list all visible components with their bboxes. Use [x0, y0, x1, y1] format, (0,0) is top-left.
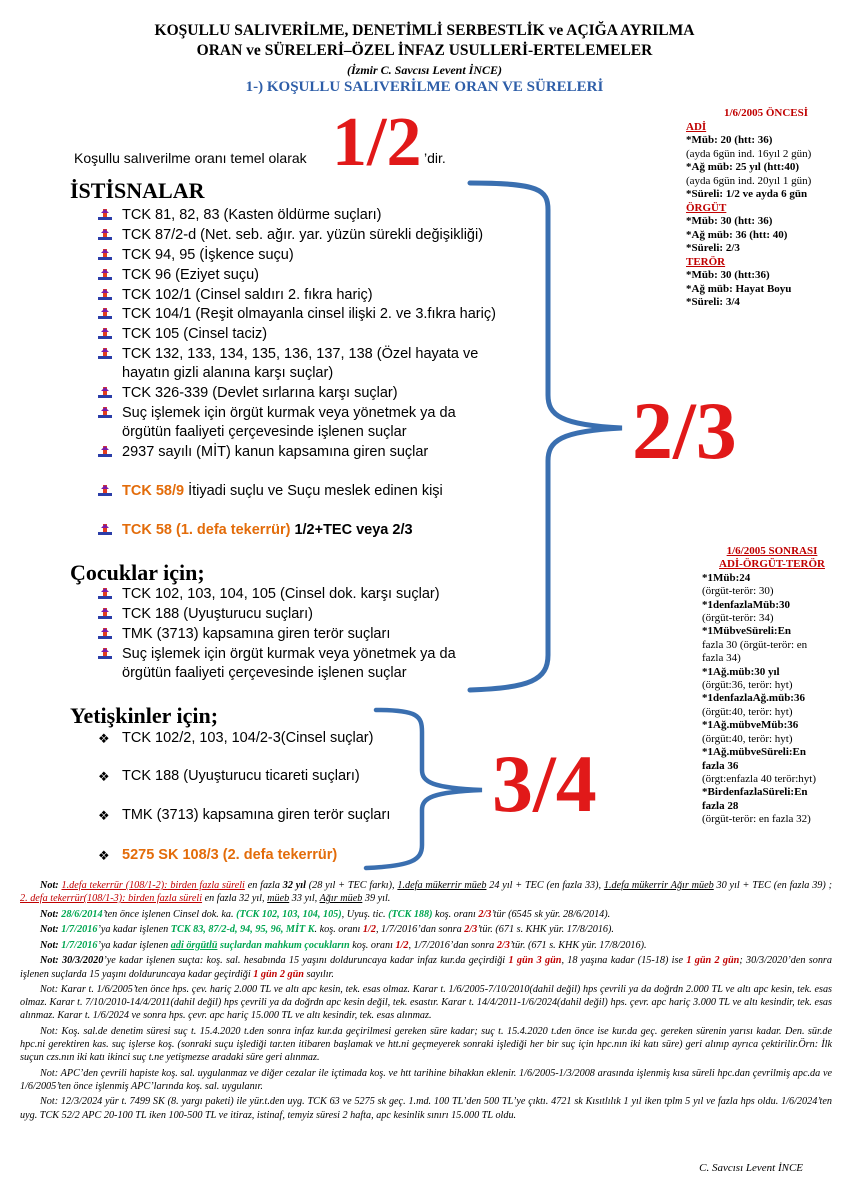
sidebar-line: fazla 28	[702, 799, 739, 812]
sidebar-orgut-label: ÖRGÜT	[686, 201, 727, 214]
note-children-organized: Not: 1/7/2016’ya kadar işlenen adi örgütlü suçlardan mahkum çocukların koş. oranı 1/2, 1/7/2016’dan sonra 2/3’tür. (671 s. KHK yür. 17/8/2016).	[40, 939, 647, 951]
sidebar-line: (örgüt:40, terör: hyt)	[702, 705, 793, 718]
two-thirds-ratio: 2/3	[632, 385, 737, 476]
sidebar-line: *1Ağ.müb:30 yıl	[702, 665, 780, 678]
sidebar-line: *BirdenfazlaSüreli:En	[702, 786, 808, 799]
sidebar-line: (örgüt:40, terör: hyt)	[702, 732, 793, 745]
recidivism-code: TCK 58 (1. defa tekerrür)	[122, 522, 291, 538]
children-heading: Çocuklar için;	[70, 560, 205, 585]
habitual-offender-code: TCK 58/9	[122, 483, 185, 499]
sidebar-after-2005	[702, 545, 842, 827]
three-quarters-ratio: 3/4	[492, 738, 597, 829]
sidebar-line: *Süreli: 2/3	[686, 242, 740, 254]
document-title-line-2: ORAN ve SÜRELERİ–ÖZEL İNFAZ USULLERİ-ERTELEMELER	[196, 42, 653, 59]
intro-suffix: ’dir.	[424, 150, 446, 166]
sidebar-teror-label: TERÖR	[686, 255, 726, 268]
sidebar-line: *1Ağ.mübveMüb:36	[702, 719, 799, 732]
sidebar-line: (örgüt:36, terör: hyt)	[702, 679, 793, 692]
sidebar-line: *Ağ müb: 36 (htt: 40)	[686, 228, 788, 241]
document-title-line-1: KOŞULLU SALIVERİLME, DENETİMLİ SERBESTLİK ve AÇIĞA AYRILMA	[154, 22, 695, 39]
sidebar-line: *Müb: 30 (htt:36)	[686, 269, 770, 281]
intro-text: Koşullu salıverilme oranı temel olarak	[74, 150, 307, 166]
section-heading: 1-) KOŞULLU SALIVERİLME ORAN VE SÜRELERİ	[245, 79, 604, 95]
sidebar-line: *1denfazlaAğ.müb:36	[702, 692, 805, 705]
sidebar-line: (ayda 6gün ind. 16yıl 2 gün)	[686, 147, 812, 160]
diamond-bullet-icon: ❖	[98, 808, 110, 823]
document-author: (İzmir C. Savcısı Levent İNCE)	[347, 63, 502, 77]
sidebar-line: fazla 30 (örgüt-terör: en	[702, 638, 808, 651]
note-recidivism: Not: 1.defa tekerrür (108/1-2): birden fazla süreli en fazla 32 yıl (28 yıl + TEC farkı), 1.defa mükerrir müeb 24 yıl + TEC (en fazla 33), 1.defa mükerrir Ağır müeb 30 yıl + TEC (en fazla 39) ; 2. defa tekerrür(108/1-3): birden fazla süreli en fazla 32 yıl, müeb 33 yıl, Ağır müeb 39 yıl.	[20, 880, 832, 905]
note-sexual-crimes: Not: 28/6/2014’ten önce işlenen Cinsel dok. ka. (TCK 102, 103, 104, 105), Uyuş. tic. (TCK 188) koş. oranı 2/3’tür (6545 sk yür. 28/6/2014).	[40, 908, 611, 920]
sidebar-after-title: 1/6/2005 SONRASI	[726, 545, 818, 557]
sidebar-line: fazla 34)	[702, 652, 741, 665]
sidebar-line: *Ağ müb: Hayat Boyu	[686, 282, 792, 295]
note-judicial-fine: Not: APC’den çevrili hapiste koş. sal. uygulanmaz ve diğer cezalar ile içtimada koş. ve htt tarihine bihakkın eklenir. 1/6/2005-1/3/2008 arasında işlenmiş kısa süreli hpc.dan çevrilmiş apc.da ve 1/6/2005’ten önce işlenmiş APC’larında koş. sal. uygulanır.	[20, 1067, 832, 1092]
note-probation: Not: Koş. sal.de denetim süresi suç t. 15.4.2020 t.den sonra infaz kur.da geçirilmesi gereken süre kadar; suç t. 15.4.2020 t.den önce ise kur.da geç. gereken sürenin yarısı kadar. Den. sür.de hpc.ni gerektiren kas. suç işlerse koş. (sonraki suçu işlediği tar.ten itibaren başlamak ve htt.ni geçmeyerek sonraki işlediği her bir suç için hpc.nın iki katı süre) geri alınıp ayrıca çektirilir.Örn: İlk suçun czs.nın iki katı ikinci suç t.ne yetişmezse aradaki süre geri alınmaz.	[20, 1025, 832, 1064]
sidebar-line: *1Müb:24	[702, 571, 751, 584]
sidebar-line: *Müb: 30 (htt: 36)	[686, 215, 773, 227]
diamond-bullet-icon: ❖	[98, 731, 110, 746]
sidebar-line: *Ağ müb: 25 yıl (htt:40)	[686, 161, 800, 173]
note-2024-law: Not: 12/3/2024 yür t. 7499 SK (8. yargı paketi) ile yür.t.den uyg. TCK 63 ve 5275 sk geç. 1.md. 100 TL’den 500 TL’ye çıktı. 4721 sk Kısıtlılık 1 yıl iken tplm 5 yıl ve fazla hps oldu. 1/6/2024’ten uyg. TCK 52/2 APC 20-100 TL iken 100-500 TL ve itiraz, istinaf, temyiz süresi 2 hafta, apc kesinlik sınırı 15.000 TL oldu.	[20, 1096, 832, 1121]
sidebar-line: *Müb: 20 (htt: 36)	[686, 134, 773, 146]
note-2020-days: Not: 30/3/2020’ye kadar işlenen suçta: koş. sal. hesabında 15 yaşını dolduruncaya kadar infaz kur.da geçirdiği 1 gün 3 gün, 18 yaşına kadar (15-18) ise 1 gün 2 gün; 30/3/2020’den sonra işlenen suçlarda 15 yaşını dolduruncaya kadar geçirdiği 1 gün 2 gün sayılır.	[20, 955, 832, 980]
sidebar-before-2005	[686, 107, 846, 310]
sidebar-line: *1Ağ.mübveSüreli:En	[702, 746, 807, 759]
sidebar-line: (örgüt-terör: en fazla 32)	[702, 813, 811, 826]
base-ratio: 1/2	[332, 104, 422, 181]
recidivism-text: 1/2+TEC veya 2/3	[290, 522, 413, 538]
sidebar-before-title: 1/6/2005 ÖNCESİ	[723, 107, 809, 119]
diamond-bullet-icon: ❖	[98, 848, 110, 863]
adults-heading: Yetişkinler için;	[70, 703, 219, 728]
sidebar-adi-label: ADİ	[686, 120, 707, 133]
signature: C. Savcısı Levent İNCE	[699, 1162, 803, 1174]
sidebar-line: (örgüt-terör: 34)	[702, 612, 774, 625]
sidebar-line: (örgüt-terör: 30)	[702, 585, 774, 598]
exceptions-heading: İSTİSNALAR	[70, 178, 205, 203]
note-decision-dates: Not: Karar t. 1/6/2005’ten önce hps. çev. hariç 2.000 TL ve altı apc kesin, tek. esas olmaz. Karar t. 1/6/2005-7/10/2010(dahil değil) hps çevrili ya da doğrdn 2.000 TL ve altı apc kesin, tek. esas olmaz. Karar t. 7/10/2010-14/4/2011(dahil değil) hps çevrili ya da doğrdn apc kesin değil, tek. esastır. Karar t. 14/4/2011-1/6/2024(dahil değil) hps. çevr. apc hariç 3.000 TL ve altı kesindir, tek. esas alınmaz. Karar t. 1/6/2024 ve sonra hps. çevr. apc hariç 15.000 TL ve altı kesindir, tek. esas alınmaz.	[20, 984, 832, 1022]
sidebar-line: fazla 36	[702, 759, 739, 772]
sidebar-after-subtitle: ADİ-ÖRGÜT-TERÖR	[719, 558, 825, 571]
sidebar-line: *Süreli: 3/4	[686, 296, 740, 308]
sidebar-line: (ayda 6gün ind. 20yıl 1 gün)	[686, 174, 812, 187]
note-tck83: Not: 1/7/2016’ya kadar işlenen TCK 83, 87/2-d, 94, 95, 96, MİT K. koş. oranı 1/2, 1/7/2016’dan sonra 2/3’tür. (671 s. KHK yür. 17/8/2016).	[40, 924, 614, 936]
diamond-bullet-icon: ❖	[98, 769, 110, 784]
sidebar-line: *Süreli: 1/2 ve ayda 6 gün	[686, 188, 808, 200]
sidebar-line: *1denfazlaMüb:30	[702, 598, 790, 611]
sidebar-line: *1MübveSüreli:En	[702, 625, 792, 638]
habitual-offender-text: İtiyadi suçlu ve Suçu meslek edinen kişi	[184, 483, 443, 499]
sidebar-line: (örgt:enfazla 40 terör:hyt)	[702, 772, 817, 785]
notes-section	[20, 879, 832, 1124]
